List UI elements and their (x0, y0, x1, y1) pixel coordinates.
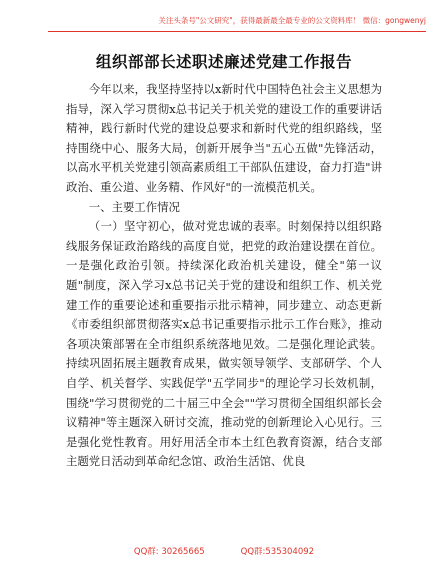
header-banner: 关注头条号"公文研究"，获得最新最全最专业的公文资料库！ 微信：gongwenyj (158, 16, 426, 25)
section-heading: 一、主要工作情况 (88, 199, 180, 214)
intro-paragraph: 今年以来，我坚持坚持以x新时代中国特色社会主义思想为指导，深入学习贯彻x总书记关于机关党的建设工作的重要讲话精神，践行新时代党的建设总要求和新时代党的组织路线，坚持围绕中心、服务大局，创新开展争当"五心五做"先锋活动，以高水平机关党建引领高素质组工干部队伍建设，奋力打造"讲政治、重公道、业务精、作风好"的一流模范机关。 (66, 82, 382, 194)
footer-qq-group-2: QQ群:535304092 (240, 547, 315, 557)
document-title: 组织部部长述职述廉述党建工作报告 (95, 53, 352, 71)
document-body (66, 80, 382, 472)
header-divider (48, 31, 426, 32)
footer-contact (0, 545, 448, 557)
footer-qq-group-1: QQ群: 30265665 (133, 547, 205, 557)
body-paragraph: （一）坚守初心，做对党忠诚的表率。时刻保持以组织路线服务保证政治路线的高度自觉，把党的政治建设摆在首位。一是强化政治引领。持续深化政治机关建设，健全"第一议题"制度，深入学习x总书记关于党的建设和组织工作、机关党建工作的重要论述和重要指示批示精神，同步建立、动态更新《市委组织部贯彻落实x总书记重要指示批示工作台账》，推动各项决策部署在全市组织系统落地见效。二是强化理论武装。持续巩固拓展主题教育成果，做实领导领学、支部研学、个人自学、机关督学、实践促学"五学同步"的理论学习长效机制，围绕"学习贯彻党的二十届三中全会""学习贯彻全国组织部长会议精神"等主题深入研讨交流，推动党的创新理论入心见行。三是强化党性教育。用好用活全市本土红色教育资源，结合支部主题党日活动到革命纪念馆、政治生活馆、优良 (66, 219, 382, 469)
